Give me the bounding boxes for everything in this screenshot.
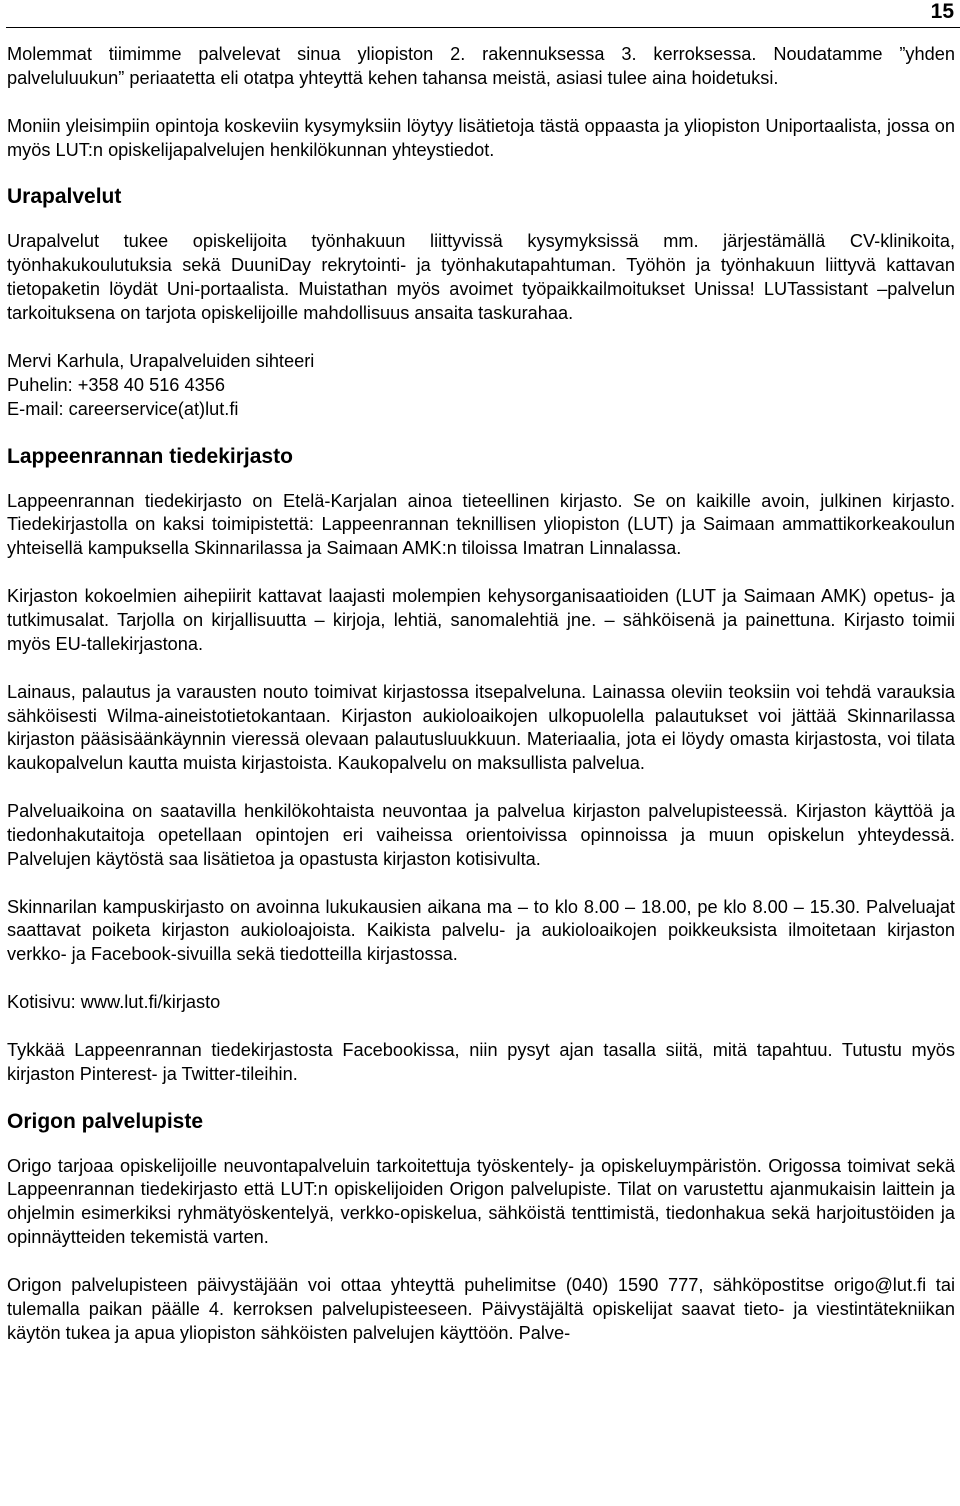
kirjasto-paragraph-4: Palveluaikoina on saatavilla henkilökohtaista neuvontaa ja palvelua kirjaston palvelupisteessä. Kirjaston käyttöä ja tiedonhakutaitoja opetellaan opintojen eri vaiheissa orientoivissa opinnoissa ja muun opiskelun yhteydessä. Palvelujen käytöstä saa lisätietoa ja opastusta kirjaston kotisivulta. xyxy=(7,801,955,869)
origo-paragraph-1: Origo tarjoaa opiskelijoille neuvontapalveluin tarkoitettuja työskentely- ja opiskeluympäristön. Origossa toimivat sekä Lappeenrannan tiedekirjasto että LUT:n opiskelijoiden Origon palvelupiste. Tilat on varustettu ajanmukaisin laittein ja ohjelmin esimerkiksi ryhmätyöskentelyä, verkko-opiskelua, sähköistä tenttimistä, tiedonhakua sekä harjoitustöiden ja opinnäytteiden tekemistä varten. xyxy=(7,1155,955,1248)
kirjasto-paragraph-3: Lainaus, palautus ja varausten nouto toimivat kirjastossa itsepalveluna. Lainassa oleviin teoksiin voi tehdä varauksia sähköisesti Wilma-aineistotietokantaan. Kirjaston aukioloaikojen ulkopuolella palautukset voi jättää Skinnarilassa kirjaston pääsisäänkäynnin vieressä olevaan palautusluukkuun. Materiaalia, jota ei löydy omasta kirjastosta, voi tilata kaukopalvelun kautta muista kirjastoista. Kaukopalvelu on maksullista palvelua. xyxy=(7,681,955,774)
intro-paragraph-2: Moniin yleisimpiin opintoja koskeviin kysymyksiin löytyy lisätietoja tästä oppaasta ja yliopiston Uniportaalista, jossa on myös LUT:n opiskelijapalvelujen henkilökunnan yhteystiedot. xyxy=(7,115,955,160)
contact-name: Mervi Karhula, Urapalveluiden sihteeri xyxy=(7,350,315,371)
contact-phone: Puhelin: +358 40 516 4356 xyxy=(7,374,225,395)
kirjasto-paragraph-2: Kirjaston kokoelmien aihepiirit kattavat laajasti molempien kehysorganisaatioiden (LUT ja Saimaan AMK) opetus- ja tutkimusalat. Tarjolla on kirjallisuutta – kirjoja, lehtiä, sanomalehtiä jne. – sähköisenä ja painettuna. Kirjasto toimii myös EU-tallekirjastona. xyxy=(7,586,955,654)
intro-paragraph-1: Molemmat tiimimme palvelevat sinua yliopiston 2. rakennuksessa 3. kerroksessa. Noudatamme ”yhden palveluluukun” periaatetta eli otatpa yhteyttä kehen tahansa meistä, asiasi tulee aina hoidetuksi. xyxy=(7,44,955,88)
kirjasto-paragraph-6: Tykkää Lappeenrannan tiedekirjastosta Facebookissa, niin pysyt ajan tasalla siitä, mitä tapahtuu. Tutustu myös kirjaston Pinterest- ja Twitter-tileihin. xyxy=(7,1039,955,1084)
urapalvelut-heading: Urapalvelut xyxy=(7,185,122,209)
origo-paragraph-2: Origon palvelupisteen päivystäjään voi ottaa yhteyttä puhelimitse (040) 1590 777, sähköpostitse origo@lut.fi tai tulemalla paikan päälle 4. kerroksen palvelupisteeseen. Päivystäjältä opiskelijat saavat tieto- ja viestintätekniikan käytön tukea ja apua yliopiston sähköisten palvelujen käyttöön. Palve- xyxy=(7,1274,955,1343)
urapalvelut-contact xyxy=(7,350,955,422)
page-number: 15 xyxy=(930,0,954,23)
kirjasto-paragraph-1: Lappeenrannan tiedekirjasto on Etelä-Karjalan ainoa tieteellinen kirjasto. Se on kaikille avoin, julkinen kirjasto. Tiedekirjastolla on kaksi toimipistettä: Lappeenrannan teknillisen yliopiston (LUT) ja Saimaan ammattikorkeakoulun yhteisellä kampuksella Skinnarilassa ja Saimaan AMK:n tiloissa Imatran Linnalassa. xyxy=(7,490,955,559)
kirjasto-heading: Lappeenrannan tiedekirjasto xyxy=(7,444,293,468)
origo-heading: Origon palvelupiste xyxy=(7,1109,204,1133)
urapalvelut-paragraph-1: Urapalvelut tukee opiskelijoita työnhakuun liittyvissä kysymyksissä mm. järjestämällä CV-klinikoita, työnhakukoulutuksia sekä DuuniDay rekrytointi- ja työnhakutapahtuman. Työhön ja työnhakuun liittyvä kattavan tietopaketin löydät Uni-portaalista. Muistathan myös avoimet työpaikkailmoitukset Unissa! LUTassistant –palvelun tarkoituksena on tarjota opiskelijoille mahdollisuus ansaita taskurahaa. xyxy=(7,231,955,324)
contact-email: E-mail: careerservice(at)lut.fi xyxy=(7,398,239,419)
page-content xyxy=(7,43,955,1346)
kirjasto-paragraph-5: Skinnarilan kampuskirjasto on avoinna lukukausien aikana ma – to klo 8.00 – 18.00, pe klo 8.00 – 15.30. Palveluajat saattavat poiketa kirjaston aukioloajoista. Kaikista palvelu- ja aukioloaikojen poikkeuksista ilmoitetaan kirjaston verkko- ja Facebook-sivuilla sekä tiedotteilla kirjastossa. xyxy=(7,896,955,965)
kirjasto-homepage: Kotisivu: www.lut.fi/kirjasto xyxy=(7,992,221,1013)
header-rule xyxy=(6,27,960,28)
